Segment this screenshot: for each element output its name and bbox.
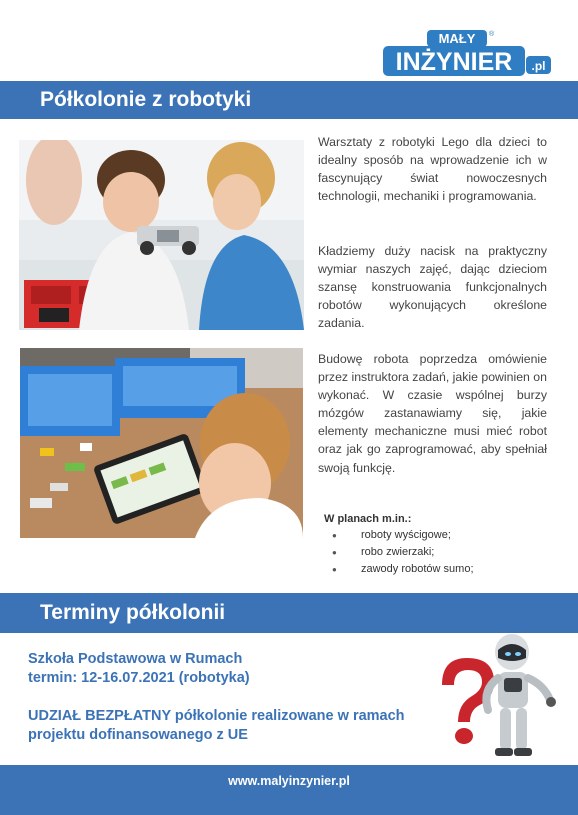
intro-paragraph-2: Kładziemy duży nacisk na praktyczny wymiar naszych zajęć, dając dzieciom szansę konstruowania funkcjonalnych robotów wykonujących określone zadania.: [318, 244, 547, 331]
intro-paragraph-1: Warsztaty z robotyki Lego dla dzieci to idealny sposób na wprowadzenie ich w fascynujący świat nowoczesnych technologii, mechaniki i programowania.: [318, 135, 547, 204]
svg-text:®: ®: [489, 31, 495, 38]
free-participation-line-1: UDZIAŁ BEZPŁATNY półkolonie realizowane w ramach: [28, 708, 405, 724]
kids-robot-photo: [19, 140, 304, 330]
list-item: ● robo zwierzaki;: [330, 544, 474, 561]
svg-text:.pl: .pl: [531, 59, 546, 73]
list-item: ● zawody robotów sumo;: [330, 561, 474, 578]
list-item: ● roboty wyścigowe;: [330, 527, 474, 544]
plans-list: [330, 527, 474, 578]
free-participation-line-2: projektu dofinansowanego z UE: [28, 727, 248, 743]
plans-heading: W planach m.in.:: [324, 513, 412, 525]
svg-text:MAŁY: MAŁY: [438, 31, 476, 46]
intro-paragraph-3: Budowę robota poprzedza omówienie przez instruktora zadań, jakie powinien on wykonać. W czasie wspólnej burzy mózgów zastanawiamy się, jakie elementy mechaniczne musi mieć robot oraz jak go zaprogramować, aby spełniał swoją funkcję.: [318, 352, 547, 475]
header-bar: [0, 81, 578, 119]
terms-bar: [0, 593, 578, 633]
page-title: Półkolonie z robotyki: [40, 88, 252, 111]
boy-tablet-photo: [20, 348, 303, 538]
brand-logo: [383, 28, 553, 78]
term-date: termin: 12-16.07.2021 (robotyka): [28, 670, 250, 686]
school-name: Szkoła Podstawowa w Rumach: [28, 651, 243, 667]
terms-title: Terminy półkolonii: [40, 601, 226, 624]
footer-website-link[interactable]: www.malyinzynier.pl: [228, 774, 350, 788]
robot-question-mark-image: [432, 630, 558, 766]
svg-text:INŻYNIER: INŻYNIER: [395, 48, 513, 76]
footer-bar: [0, 765, 578, 815]
